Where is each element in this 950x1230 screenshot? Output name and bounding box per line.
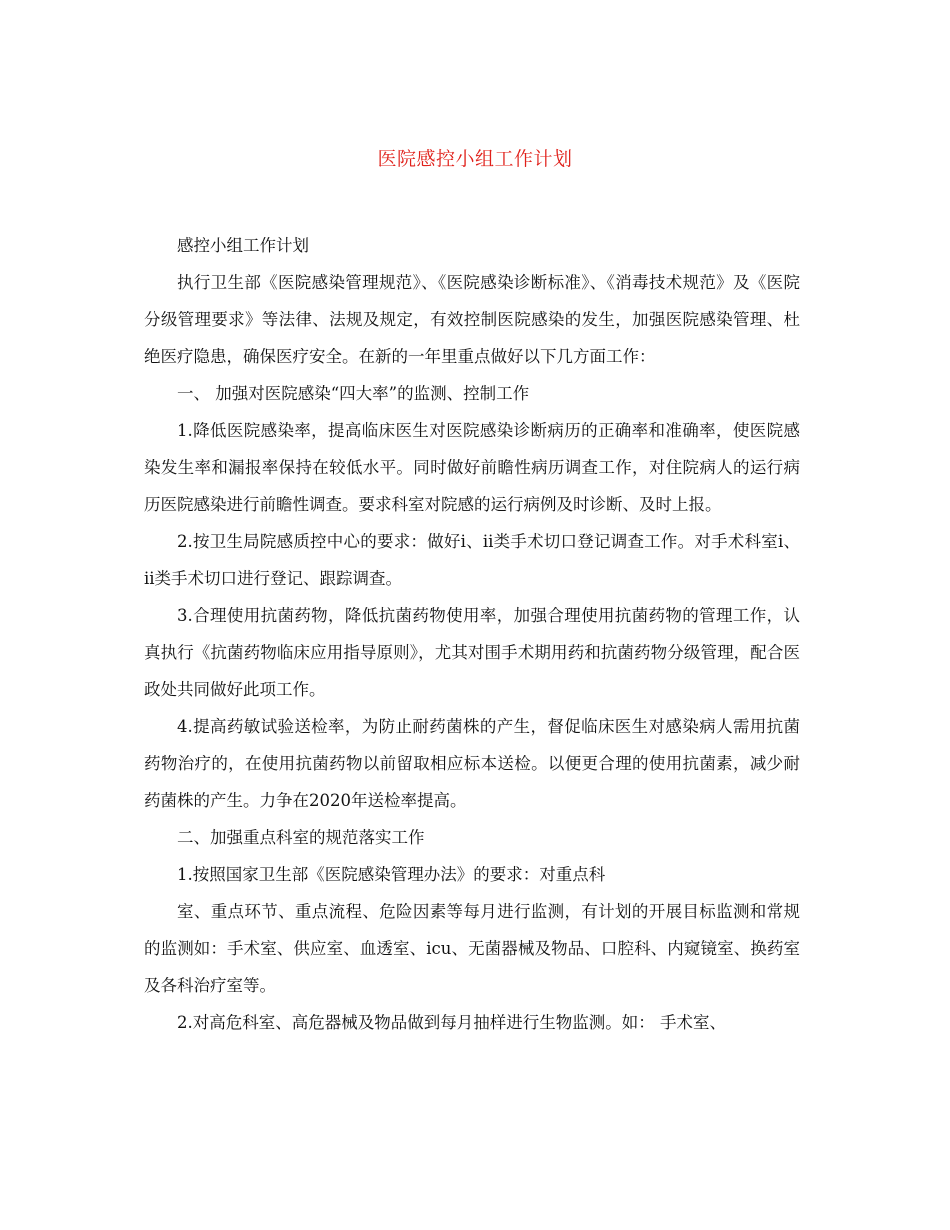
paragraph: 室、重点环节、重点流程、危险因素等每月进行监测，有计划的开展目标监测和常规的监测如：手术室、供应室、血透室、icu、无菌器械及物品、口腔科、内窥镜室、换药室及各科治疗室等。	[144, 902, 800, 995]
section-heading: 一、 加强对医院感染“四大率”的监测、控制工作	[177, 384, 530, 403]
paragraph: 2.按卫生局院感质控中心的要求：做好i、ii类手术切口登记调查工作。对手术科室i、ii类手术切口进行登记、跟踪调查。	[144, 532, 800, 588]
paragraph: 3.合理使用抗菌药物，降低抗菌药物使用率，加强合理使用抗菌药物的管理工作，认真执行《抗菌药物临床应用指导原则》，尤其对围手术期用药和抗菌药物分级管理，配合医政处共同做好此项工作。	[144, 606, 800, 699]
paragraph: 感控小组工作计划	[177, 236, 309, 255]
paragraph: 执行卫生部《医院感染管理规范》、《医院感染诊断标准》、《消毒技术规范》及《医院分级管理要求》等法律、法规及规定，有效控制医院感染的发生，加强医院感染管理、杜绝医疗隐患，确保医疗安全。在新的一年里重点做好以下几方面工作：	[144, 273, 800, 366]
paragraph: 2.对高危科室、高危器械及物品做到每月抽样进行生物监测。如： 手术室、	[177, 1013, 726, 1032]
document-title: 医院感控小组工作计划	[377, 148, 573, 170]
paragraph: 1.降低医院感染率，提高临床医生对医院感染诊断病历的正确率和准确率，使医院感染发生率和漏报率保持在较低水平。同时做好前瞻性病历调查工作，对住院病人的运行病历医院感染进行前瞻性调查。要求科室对院感的运行病例及时诊断、及时上报。	[144, 421, 800, 514]
section-heading: 二、加强重点科室的规范落实工作	[177, 828, 425, 847]
document-body	[144, 227, 800, 1041]
paragraph: 4.提高药敏试验送检率，为防止耐药菌株的产生，督促临床医生对感染病人需用抗菌药物治疗的，在使用抗菌药物以前留取相应标本送检。以便更合理的使用抗菌素，减少耐药菌株的产生。力争在2020年送检率提高。	[144, 717, 800, 810]
paragraph: 1.按照国家卫生部《医院感染管理办法》的要求：对重点科	[177, 865, 606, 884]
